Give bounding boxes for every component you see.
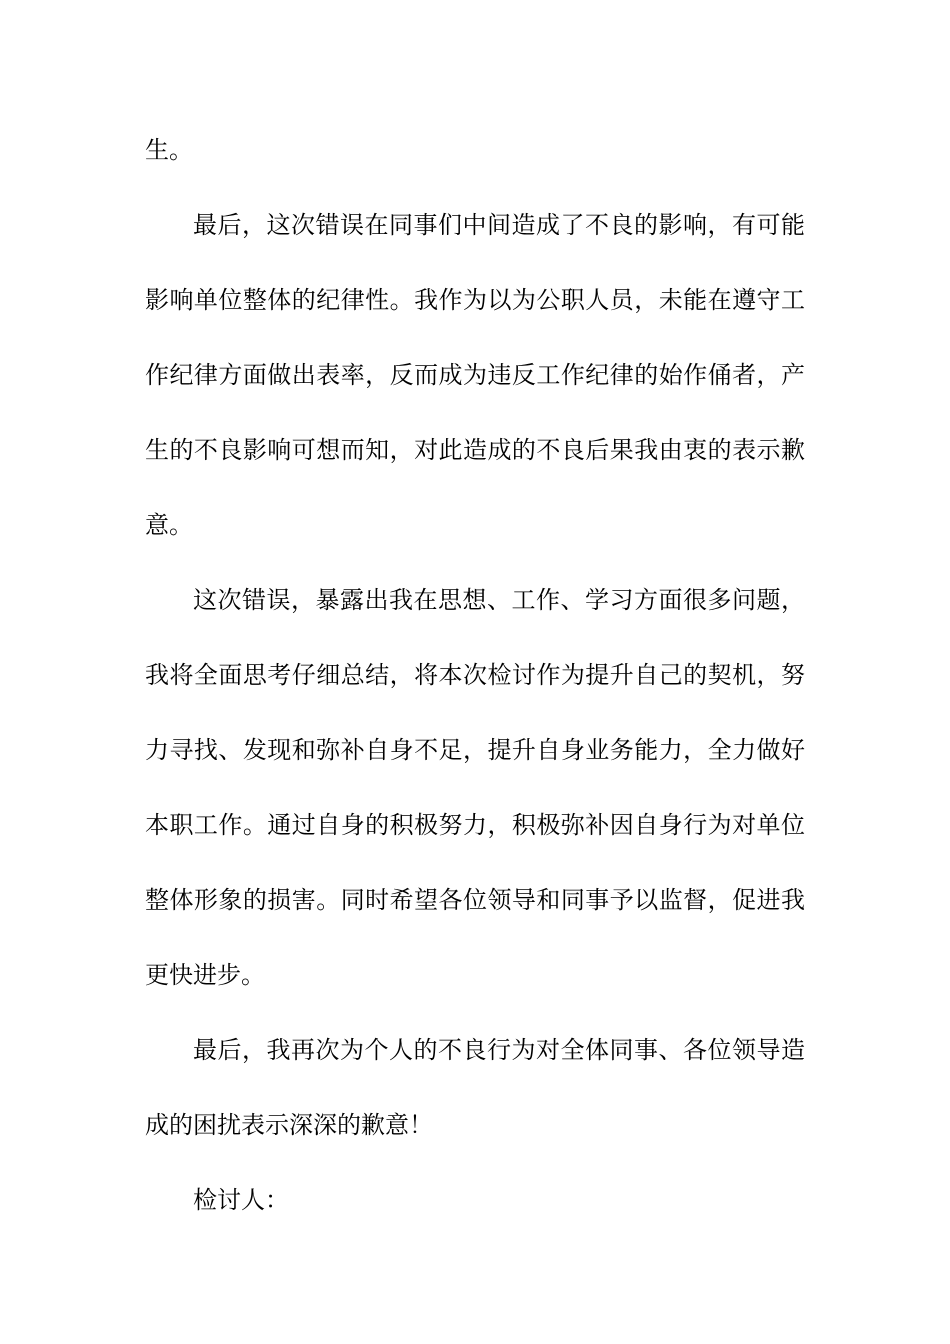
paragraph-line: 这次错误，暴露出我在思想、工作、学习方面很多问题， <box>193 586 805 614</box>
paragraph-line: 成的困扰表示深深的歉意！ <box>145 1111 433 1139</box>
paragraph-line: 最后，这次错误在同事们中间造成了不良的影响，有可能 <box>193 211 805 239</box>
paragraph-line: 整体形象的损害。同时希望各位领导和同事予以监督，促进我 <box>145 886 805 914</box>
paragraph-line: 意。 <box>145 511 193 539</box>
paragraph-line: 最后，我再次为个人的不良行为对全体同事、各位领导造 <box>193 1036 805 1064</box>
paragraph-line: 生的不良影响可想而知，对此造成的不良后果我由衷的表示歉 <box>145 436 805 464</box>
paragraph-line: 本职工作。通过自身的积极努力，积极弥补因自身行为对单位 <box>145 811 805 839</box>
paragraph-line: 力寻找、发现和弥补自身不足，提升自身业务能力，全力做好 <box>145 736 805 764</box>
paragraph-line: 影响单位整体的纪律性。我作为以为公职人员，未能在遵守工 <box>145 286 805 314</box>
paragraph-line: 作纪律方面做出表率，反而成为违反工作纪律的始作俑者，产 <box>145 361 805 389</box>
signature-label: 检讨人： <box>193 1186 289 1214</box>
paragraph-line: 我将全面思考仔细总结，将本次检讨作为提升自己的契机，努 <box>145 661 805 689</box>
paragraph-line: 更快进步。 <box>145 961 265 989</box>
paragraph-line: 生。 <box>145 136 193 164</box>
